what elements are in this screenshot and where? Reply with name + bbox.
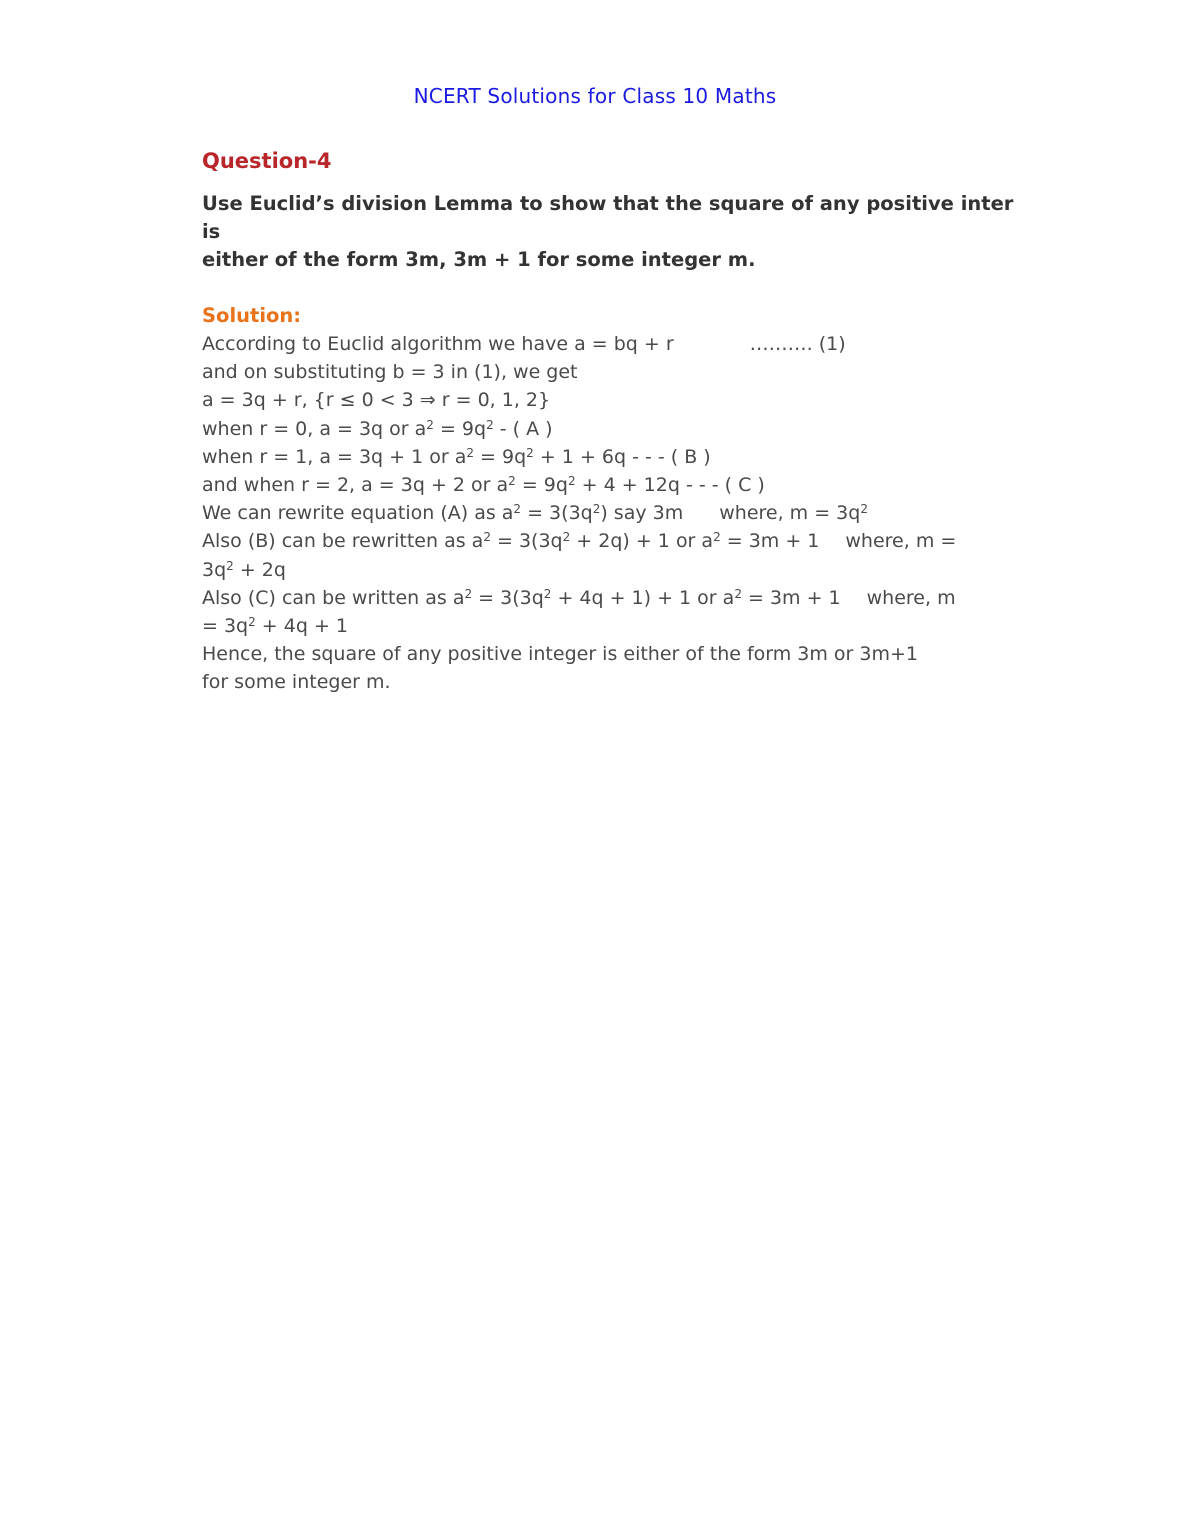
solution-text: when r = 0, a = 3q or a: [202, 417, 427, 440]
superscript: 2: [543, 586, 552, 601]
superscript: 2: [713, 530, 721, 545]
solution-text: when r = 1, a = 3q + 1 or a: [202, 445, 467, 468]
question-line-2: either of the form 3m, 3m + 1 for some integer m.: [202, 248, 756, 271]
solution-text: = 9q: [433, 417, 487, 440]
solution-text: Also (B) can be rewritten as a: [202, 530, 484, 553]
superscript: 2: [734, 586, 742, 601]
superscript: 2: [248, 615, 256, 630]
solution-text: - ( A ): [493, 417, 553, 440]
superscript: 2: [526, 445, 534, 460]
solution-line-2: and on substituting b = 3 in (1), we get: [202, 361, 578, 384]
superscript: 2: [513, 502, 522, 517]
solution-line-1: [202, 330, 1022, 358]
superscript: 2: [226, 558, 234, 573]
superscript: 2: [562, 530, 571, 545]
equation-number: ………. (1): [749, 333, 846, 355]
superscript: 2: [426, 417, 434, 432]
solution-text: = 9q: [515, 474, 568, 497]
solution-text: + 4q + 1) + 1 or a: [551, 586, 735, 609]
solution-text: where, m =: [845, 530, 957, 553]
solution-text: = 3q: [202, 615, 249, 638]
document-content: [202, 146, 1022, 697]
solution-text: where, m = 3q: [719, 502, 861, 525]
solution-text: = 3(3q: [490, 530, 563, 553]
question-line-1: Use Euclid’s division Lemma to show that the square of any positive inter is: [202, 192, 1014, 243]
superscript: 2: [508, 474, 516, 489]
solution-line-6: [202, 471, 1022, 499]
solution-line-11: [202, 612, 1022, 640]
superscript: 2: [860, 502, 868, 517]
solution-line-3: a = 3q + r, {r ≤ 0 < 3 ⇒ r = 0, 1, 2}: [202, 389, 551, 412]
solution-line-9: [202, 556, 1022, 584]
solution-line-12: Hence, the square of any positive integer is either of the form 3m or 3m+1: [202, 643, 919, 666]
superscript: 2: [483, 530, 491, 545]
solution-text: ) say 3m: [600, 502, 684, 525]
superscript: 2: [464, 586, 473, 601]
solution-text: + 4q + 1: [255, 615, 348, 638]
solution-line-4: [202, 415, 1022, 443]
solution-text: = 3(3q: [472, 586, 544, 609]
superscript: 2: [592, 502, 601, 517]
solution-line-13: for some integer m.: [202, 671, 391, 694]
superscript: 2: [486, 417, 494, 432]
solution-line-7: [202, 499, 1022, 527]
solution-text: = 3m + 1: [741, 586, 841, 609]
solution-text: + 2q: [233, 558, 286, 581]
solution-line-10: [202, 584, 1022, 612]
solution-text: = 3(3q: [521, 502, 593, 525]
solution-text: + 4 + 12q - - - ( C ): [575, 474, 765, 497]
solution-text: = 3m + 1: [720, 530, 820, 553]
solution-text: 3q: [202, 558, 227, 581]
solution-text: Also (C) can be written as a: [202, 586, 465, 609]
solution-text: + 1 + 6q - - - ( B ): [533, 445, 711, 468]
solution-line-8: [202, 527, 1022, 555]
solution-line-5: [202, 443, 1022, 471]
question-heading: Question-4: [202, 149, 332, 173]
solution-text: According to Euclid algorithm we have a = bq + r: [202, 333, 674, 355]
solution-body: [202, 330, 1022, 697]
solution-text: = 9q: [474, 445, 527, 468]
solution-text: and when r = 2, a = 3q + 2 or a: [202, 474, 509, 497]
solution-heading: Solution:: [202, 304, 302, 327]
solution-text: where, m: [866, 586, 956, 609]
solution-text: + 2q) + 1 or a: [570, 530, 714, 553]
page-header-title: NCERT Solutions for Class 10 Maths: [413, 84, 777, 108]
superscript: 2: [567, 474, 576, 489]
superscript: 2: [466, 445, 475, 460]
solution-text: We can rewrite equation (A) as a: [202, 502, 514, 525]
question-statement: [202, 190, 1022, 274]
